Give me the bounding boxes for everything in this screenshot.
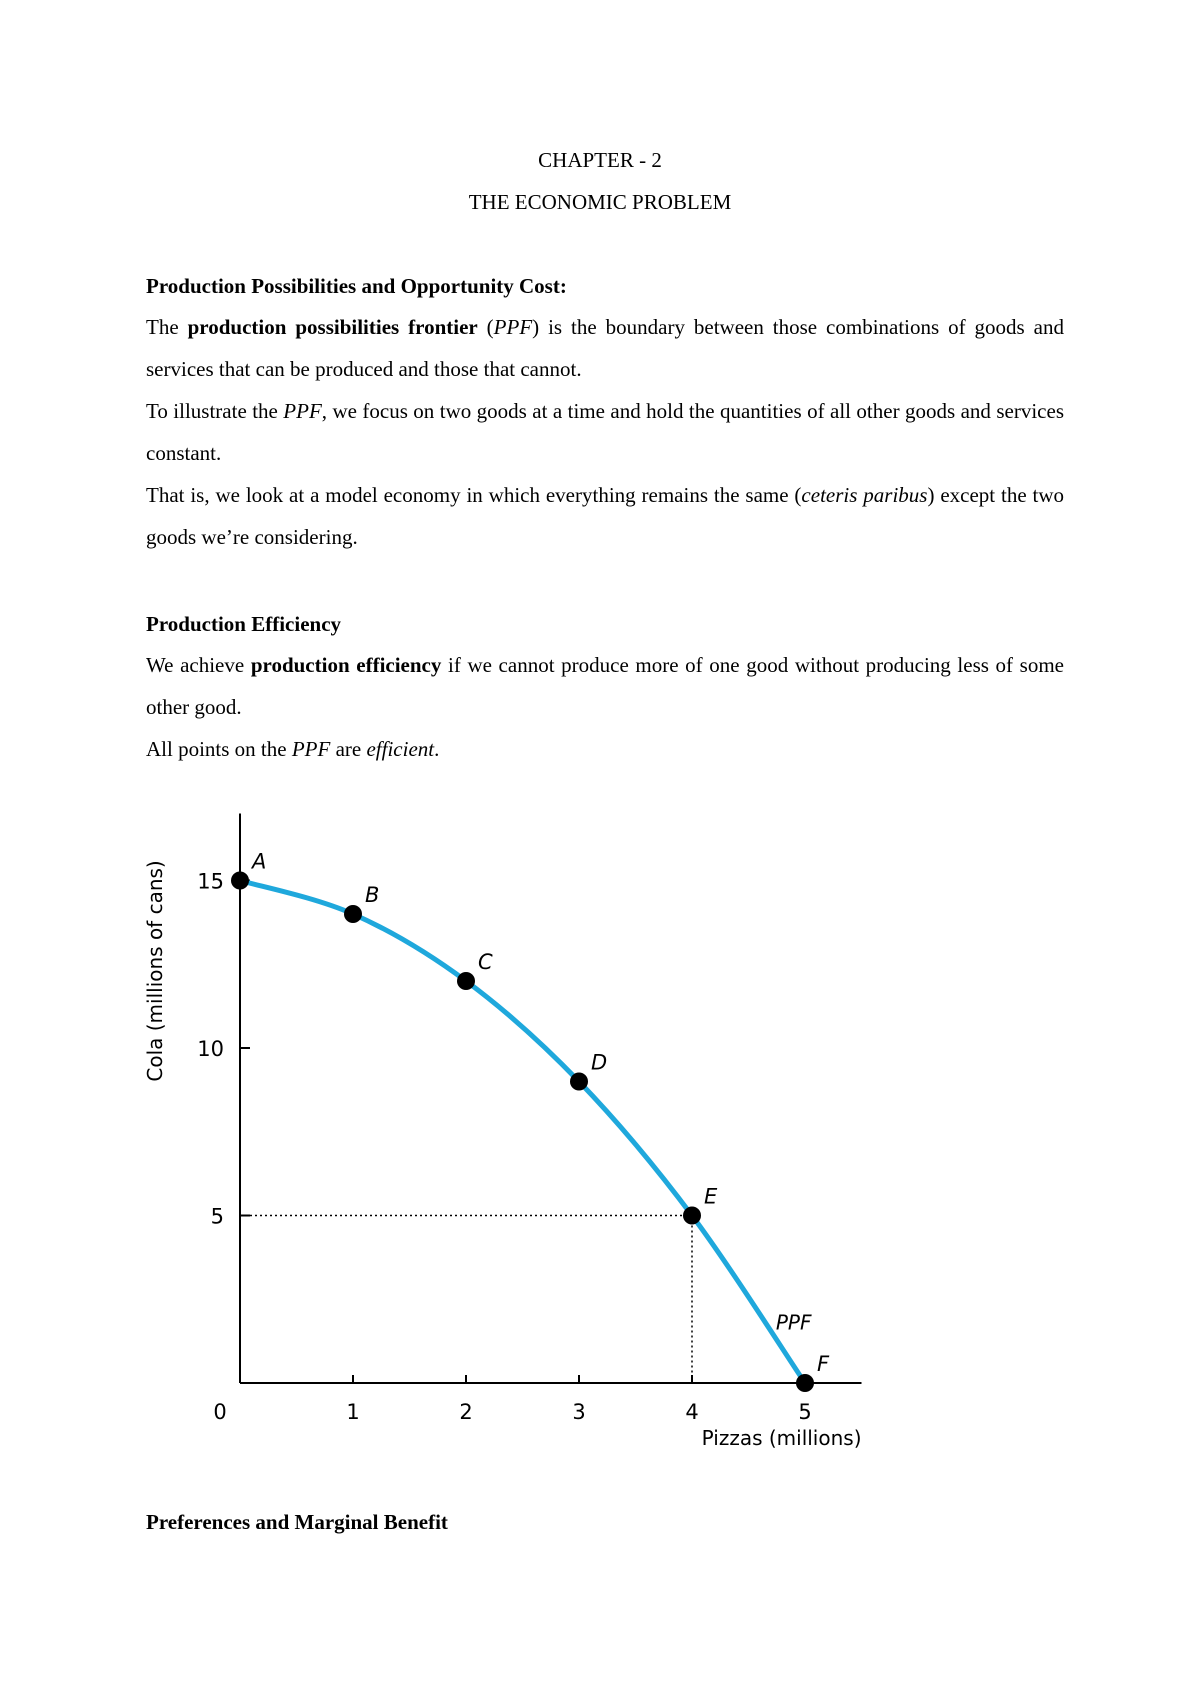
ppf-point-b [344,905,362,923]
x-tick-label: 5 [798,1400,812,1424]
ppf-point-label: A [252,849,267,874]
paragraph-ppf-illustrate: To illustrate the PPF, we focus on two goods at a time and hold the quantities of all other goods and services constant. [146,399,1064,465]
chapter-title: THE ECONOMIC PROBLEM [468,190,732,214]
paragraph-efficiency-definition: We achieve production efficiency if we cannot produce more of one good without producing less of some other good. [146,653,1064,719]
ppf-point-a [231,872,249,890]
section-heading-efficiency: Production Efficiency [146,612,342,636]
chart-plot-area [143,814,862,1451]
ppf-point-label: F [817,1352,830,1376]
ppf-curve [240,881,805,1384]
ppf-point-label: D [591,1050,608,1075]
section-body-ppf [146,306,1064,558]
ppf-chart [140,800,890,1460]
paragraph-efficient-points: All points on the PPF are efficient. [146,737,440,761]
chapter-number: CHAPTER - 2 [538,148,662,172]
x-tick-label: 1 [346,1400,360,1424]
section-heading-preferences: Preferences and Marginal Benefit [146,1510,448,1534]
ppf-point-d [570,1073,588,1091]
ppf-point-e [683,1207,701,1225]
x-tick-label: 0 [213,1400,227,1424]
x-tick-label: 2 [459,1400,473,1424]
ppf-point-label: E [704,1184,718,1209]
y-tick-label: 5 [210,1204,224,1229]
x-axis-title: Pizzas (millions) [701,1426,862,1450]
section-heading-ppf: Production Possibilities and Opportunity Cost: [146,274,567,298]
y-axis-title: Cola (millions of cans) [143,860,167,1082]
x-tick-label: 3 [572,1400,586,1424]
ppf-point-label: B [365,883,380,907]
ppf-point-label: C [478,950,493,974]
paragraph-ceteris-paribus: That is, we look at a model economy in which everything remains the same (ceteris paribus) except the two goods we’re considering. [146,483,1065,549]
x-tick-label: 4 [685,1400,699,1424]
section-body-efficiency [146,644,1064,770]
ppf-curve-label: PPF [775,1310,812,1335]
paragraph-ppf-definition: The production possibilities frontier (PPF) is the boundary between those combinations of goods and services that can be produced and those that cannot. [146,315,1064,381]
ppf-point-f [796,1374,814,1392]
y-tick-label: 15 [197,869,224,894]
y-tick-label: 10 [197,1037,224,1061]
ppf-point-c [457,972,475,990]
